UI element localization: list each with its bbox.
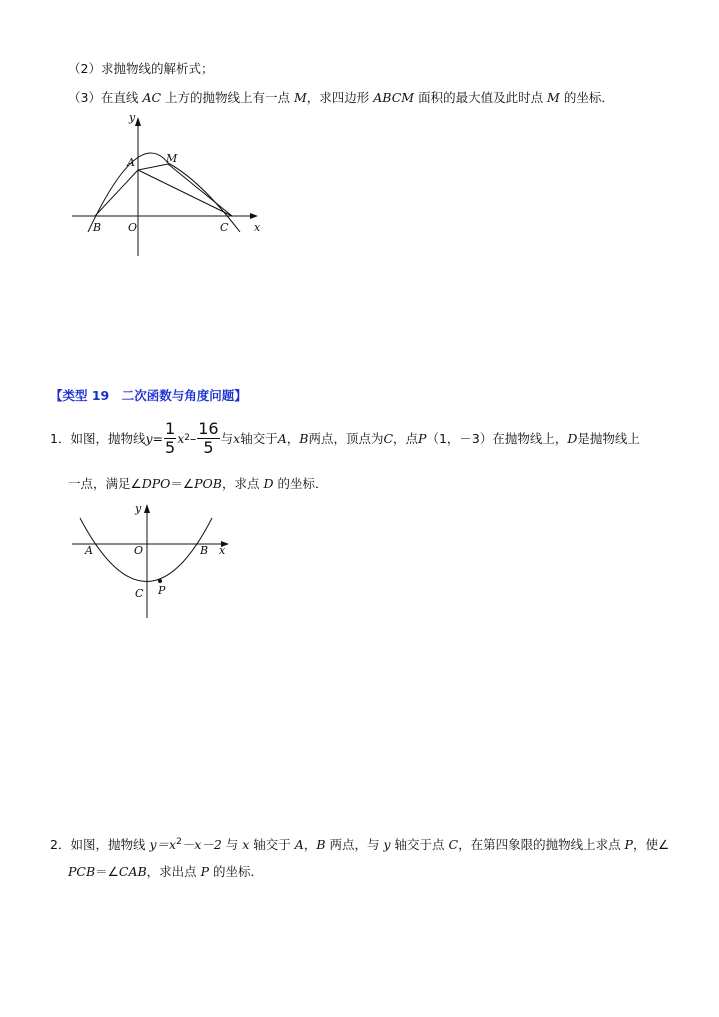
t: 上方的抛物线上有一点 — [161, 90, 294, 105]
y-arrow-icon — [135, 117, 141, 126]
var: D — [567, 430, 578, 446]
t: 两点，顶点为 — [308, 431, 384, 446]
t: 一点，满足∠ — [68, 476, 142, 491]
t: 轴交于 — [240, 431, 278, 446]
y-arrow-icon — [144, 504, 150, 513]
fraction-16-5 — [197, 420, 219, 457]
label-y: y — [135, 502, 142, 515]
figure-q1 — [0, 495, 260, 630]
parabola — [80, 518, 212, 582]
var: B — [299, 430, 309, 446]
t: （3）在直线 — [68, 90, 143, 105]
label-x: x — [254, 221, 261, 234]
part-2-text — [68, 59, 213, 77]
x-arrow-icon — [250, 213, 258, 219]
var: x — [242, 837, 250, 852]
segment-am — [138, 164, 168, 170]
segment-mc — [168, 164, 232, 216]
t: 与 — [221, 837, 243, 852]
t: 是抛物线上 — [577, 431, 640, 446]
var: AC — [142, 90, 162, 105]
exponent: 2 — [184, 433, 190, 443]
t: ， — [286, 431, 300, 446]
var: POB — [194, 476, 222, 491]
var: P — [200, 864, 210, 879]
label-p: P — [158, 584, 166, 597]
numerator: 1 — [165, 418, 176, 438]
label-o: O — [128, 221, 138, 234]
label-a: A — [85, 544, 93, 557]
t: ，点 — [393, 431, 419, 446]
exponent: 2 — [176, 836, 182, 847]
t: 1．如图，抛物线 — [50, 431, 146, 446]
var: PCB — [68, 864, 96, 879]
var: －x－2 — [181, 837, 222, 852]
var: C — [383, 430, 394, 446]
t: – — [190, 430, 197, 446]
var: CAB — [118, 864, 147, 879]
var: A — [277, 430, 287, 446]
t: 轴交于 — [249, 837, 295, 852]
section-heading: 【类型 19 二次函数与角度问题】 — [50, 388, 247, 403]
t: 两点，与 — [325, 837, 384, 852]
var: y — [383, 837, 391, 852]
fraction-1-5 — [164, 420, 176, 457]
var: DPO — [141, 476, 171, 491]
q1-line2 — [68, 474, 327, 492]
var: P — [418, 430, 427, 446]
t: （1，－3）在抛物线上， — [426, 431, 568, 446]
label-c: C — [135, 587, 144, 600]
t: ＝∠ — [170, 476, 195, 491]
figure-abcm — [0, 100, 300, 270]
label-y: y — [129, 111, 136, 124]
var: M — [547, 90, 560, 105]
var: ABCM — [373, 90, 415, 105]
var: x — [233, 430, 241, 446]
t: ， — [303, 837, 317, 852]
var: y＝x — [149, 837, 177, 852]
var: B — [316, 837, 326, 852]
part2: （2）求抛物线的解析式； — [68, 61, 214, 76]
label-o: O — [134, 544, 144, 557]
label-c: C — [220, 221, 229, 234]
t: ，求出点 — [146, 864, 201, 879]
label-m: M — [166, 152, 178, 165]
t: 的坐标． — [209, 864, 264, 879]
t: 与 — [220, 431, 234, 446]
label-x: x — [219, 544, 226, 557]
var: P — [624, 837, 633, 852]
t: ，在第四象限的抛物线上求点 — [458, 837, 625, 852]
var: C — [448, 837, 459, 852]
denominator: 5 — [203, 437, 214, 457]
var: x — [177, 430, 185, 446]
t: ，求四边形 — [306, 90, 374, 105]
segment-ab — [95, 170, 138, 216]
numerator: 16 — [198, 418, 219, 438]
label-b: B — [93, 221, 102, 234]
label-b: B — [200, 544, 209, 557]
t: 的坐标． — [559, 90, 614, 105]
label-a: A — [127, 156, 135, 169]
t: 轴交于点 — [390, 837, 449, 852]
t: ＝∠ — [95, 864, 119, 879]
point-p — [158, 579, 162, 583]
q2-line1 — [50, 835, 669, 853]
segment-ac — [138, 170, 232, 216]
t: 的坐标． — [273, 476, 328, 491]
var: D — [263, 476, 274, 491]
var: y= — [145, 430, 164, 446]
t: ，求点 — [221, 476, 264, 491]
denominator: 5 — [165, 437, 176, 457]
q2-line2 — [68, 862, 263, 880]
var: A — [294, 837, 304, 852]
t: 面积的最大值及此时点 — [414, 90, 548, 105]
t: ，使∠ — [632, 837, 670, 852]
var: M — [293, 90, 307, 105]
q1-line1 — [50, 418, 640, 458]
t: 2．如图，抛物线 — [50, 837, 150, 852]
